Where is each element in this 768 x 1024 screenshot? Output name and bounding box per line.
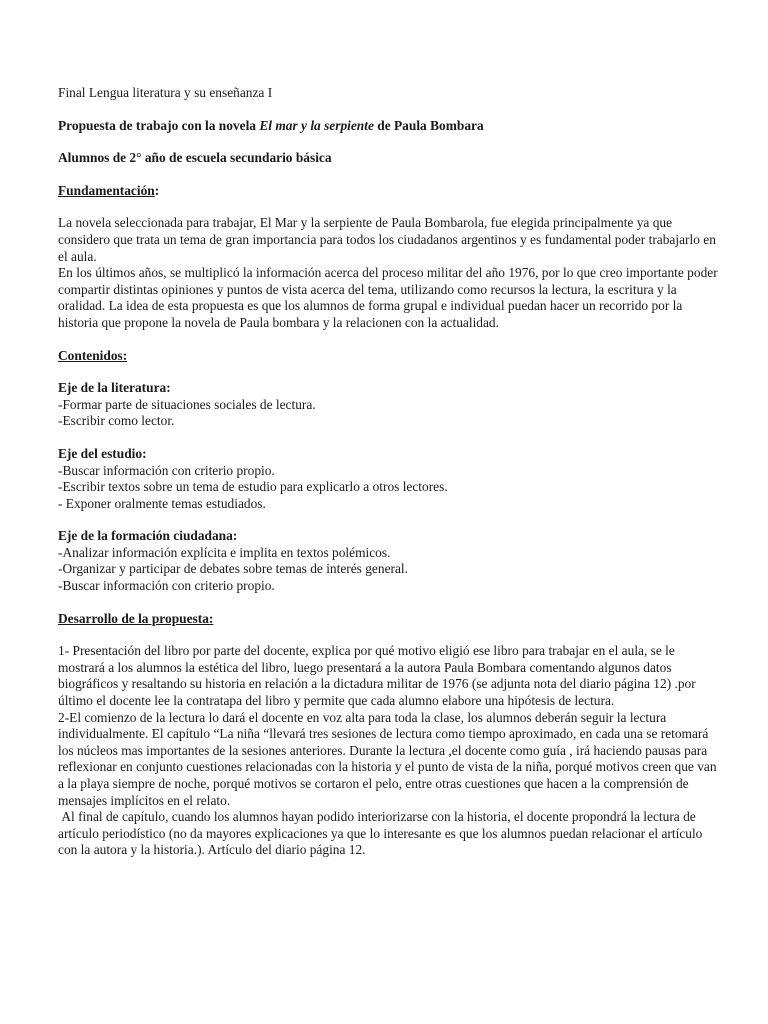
- eje-literatura: [58, 380, 720, 430]
- eje-title: Eje de la formación ciudadana:: [58, 528, 238, 544]
- title-prefix: Propuesta de trabajo con la novela: [58, 117, 260, 133]
- list-item: -Analizar información explícita e implita en textos polémicos.: [58, 544, 391, 560]
- eje-estudio: [58, 446, 720, 512]
- desarrollo-paragraph-3: Al final de capítulo, cuando los alumnos hayan podido interiorizarse con la historia, el docente propondrá la lectura de artículo periodístico (no da mayores explicaciones ya que lo interesante es que los alumnos puedan relacionar el artículo con la autora y la historia.). Artículo del diario página 12.: [58, 809, 706, 858]
- fundamentacion-heading-colon: :: [154, 182, 160, 198]
- list-item: -Escribir textos sobre un tema de estudio para explicarlo a otros lectores.: [58, 479, 448, 495]
- fundamentacion-heading-text: Fundamentación: [58, 182, 155, 198]
- desarrollo-paragraph-2: 2-El comienzo de la lectura lo dará el docente en voz alta para toda la clase, los alumnos deberán seguir la lectura individualmente. El capítulo “La niña “llevará tres sesiones de lectura como tiempo aproximado, en cada una se retomará los núcleos mas importantes de la sesiones anteriores. Durante la lectura ,el docente como guía , irá haciendo pausas para reflexionar en conjunto cuestiones relacionadas con la historia y el punto de vista de la niña, porqué motivos creen que van a la playa siempre de noche, porqué motivos se cortaron el pelo, entre otras cuestiones que hacen a la comprensión de mensajes implícitos en el relato.: [58, 709, 717, 808]
- title-work: El mar y la serpiente: [259, 117, 374, 133]
- contenidos-heading: Contenidos:: [58, 347, 128, 363]
- list-item: -Buscar información con criterio propio.: [58, 578, 275, 594]
- fundamentacion-paragraph-1: La novela seleccionada para trabajar, El Mar y la serpiente de Paula Bombarola, fue elegida principalmente ya que considero que trata un tema de gran importancia para todos los ciudadanos argentinos y es fundamental poder trabajarlo en el aula.: [58, 215, 716, 264]
- eje-formacion-ciudadana: [58, 528, 720, 594]
- document-title: [58, 118, 720, 135]
- desarrollo-paragraph-1: 1- Presentación del libro por parte del docente, explica por qué motivo eligió ese libro para trabajar en el aula, se le mostrará a los alumnos la estética del libro, luego presentará a la autora Paula Bombara comentando algunos datos biográficos y resaltando su historia en relación a la dictadura militar de 1976 (se adjunta nota del diario página 12) .por último el docente lee la contratapa del libro y permite que cada alumno elabore una hipótesis de lectura.: [58, 643, 696, 709]
- audience-line: Alumnos de 2° año de escuela secundario básica: [58, 150, 332, 166]
- list-item: -Buscar información con criterio propio.: [58, 462, 275, 478]
- list-item: -Organizar y participar de debates sobre temas de interés general.: [58, 561, 408, 577]
- fundamentacion-heading: [58, 183, 720, 200]
- eje-title: Eje de la literatura:: [58, 380, 171, 396]
- list-item: -Formar parte de situaciones sociales de lectura.: [58, 396, 316, 412]
- fundamentacion-paragraph-2: En los últimos años, se multiplicó la información acerca del proceso militar del año 1976, por lo que creo importante poder compartir distintas opiniones y puntos de vista acerca del tema, utilizando como recursos la lectura, la escritura y la oralidad. La idea de esta propuesta es que los alumnos de forma grupal e individual puedan hacer un recorrido por la historia que propone la novela de Paula bombara y la relacionen con la actualidad.: [58, 265, 718, 330]
- document-header-line: Final Lengua literatura y su enseñanza I: [58, 85, 273, 100]
- eje-title: Eje del estudio:: [58, 445, 147, 461]
- list-item: - Exponer oralmente temas estudiados.: [58, 495, 266, 511]
- title-suffix: de Paula Bombara: [373, 117, 484, 133]
- document-page: [58, 85, 720, 859]
- desarrollo-heading: Desarrollo de la propuesta:: [58, 610, 214, 626]
- list-item: -Escribir como lector.: [58, 413, 175, 429]
